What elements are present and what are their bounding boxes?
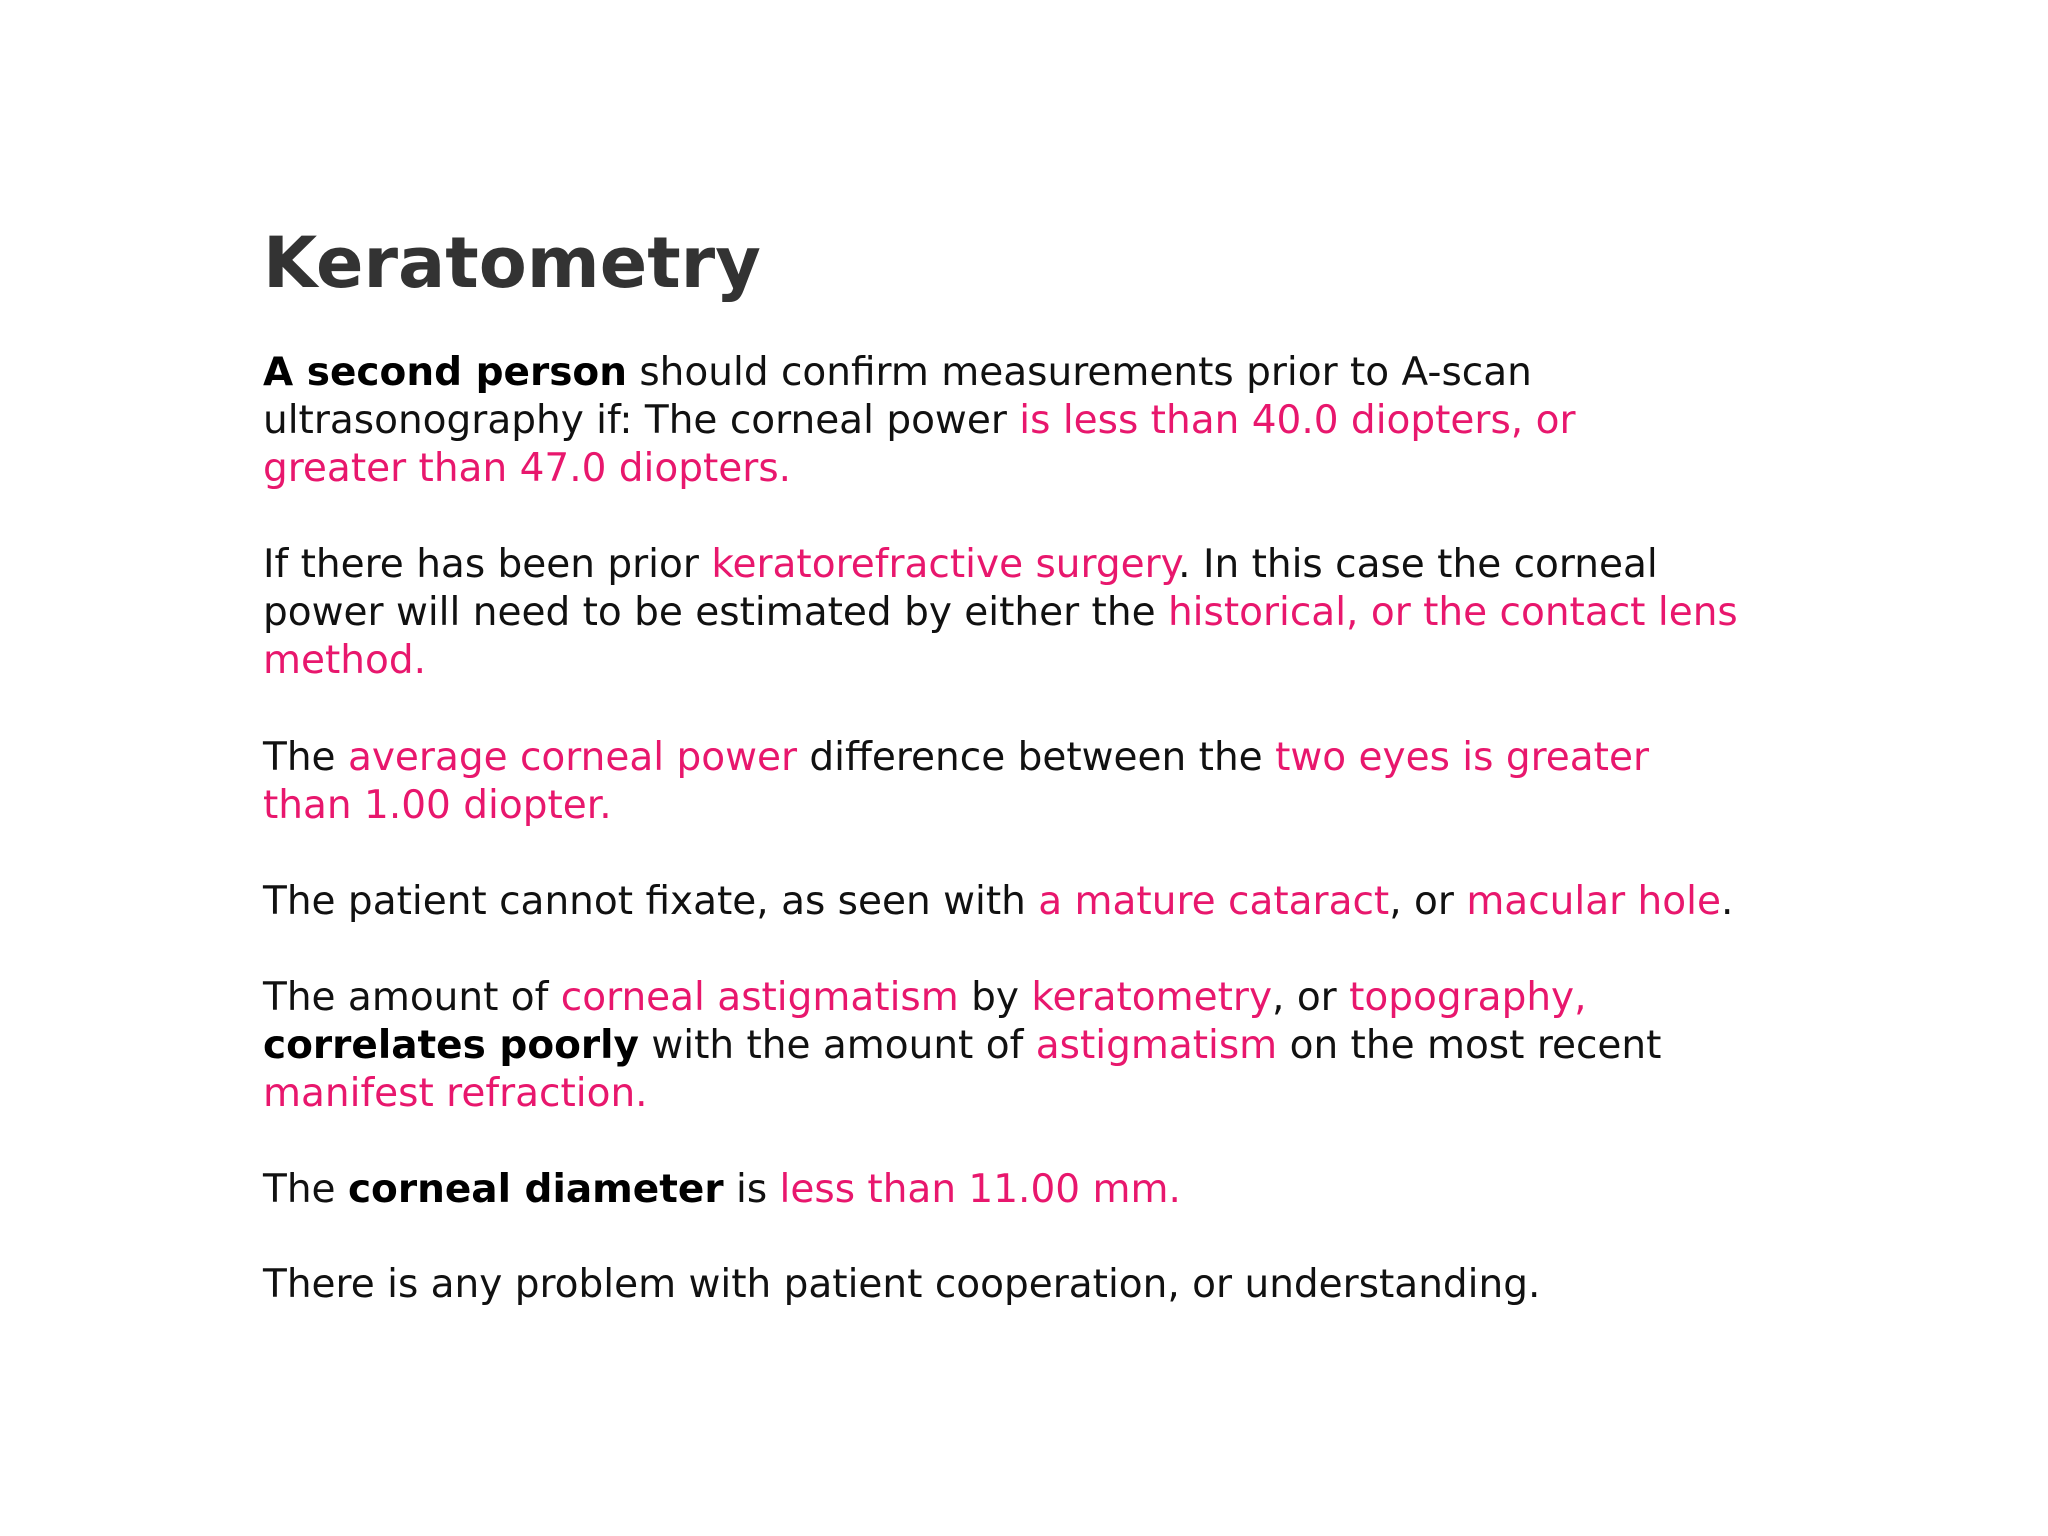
text-highlight: historical, or the contact lens [1167, 590, 1738, 635]
text-plain: is [723, 1167, 780, 1212]
text-line [263, 445, 1575, 493]
text-plain: ultrasonography if: The corneal power [263, 398, 1020, 443]
paragraph-corneal-astigmatism [263, 974, 1661, 1118]
slide-title: Keratometry [263, 222, 761, 304]
text-line [263, 589, 1738, 637]
text-highlight: method. [263, 638, 427, 683]
text-plain: power will need to be estimated by either the [263, 590, 1168, 635]
text-highlight: keratometry [1031, 975, 1273, 1020]
text-plain: , or [1272, 975, 1350, 1020]
text-plain: The [263, 735, 348, 780]
text-bold: correlates poorly [263, 1023, 639, 1068]
text-plain: The [263, 1167, 348, 1212]
paragraph-cannot-fixate [263, 878, 1733, 926]
text-plain: with the amount of [638, 1023, 1036, 1068]
text-plain: , or [1389, 879, 1467, 924]
text-plain: should confirm measurements prior to A-scan [626, 350, 1532, 395]
text-line [263, 541, 1738, 589]
text-bold: A second person [263, 350, 627, 395]
text-highlight: less than 11.00 mm. [779, 1167, 1181, 1212]
text-highlight: keratorefractive surgery [711, 542, 1179, 587]
text-highlight: is less than 40.0 diopters, or [1019, 398, 1576, 443]
text-line [263, 1070, 1661, 1118]
text-highlight: a mature cataract [1038, 879, 1390, 924]
text-plain: difference between the [797, 735, 1276, 780]
text-plain: The patient cannot fixate, as seen with [263, 879, 1039, 924]
text-line [263, 1261, 1540, 1309]
text-plain: There is any problem with patient cooperation, or understanding. [263, 1262, 1541, 1307]
text-highlight: astigmatism [1035, 1023, 1278, 1068]
text-plain: . [1720, 879, 1734, 924]
text-plain: on the most recent [1277, 1023, 1662, 1068]
paragraph-patient-cooperation [263, 1261, 1540, 1309]
text-line [263, 974, 1661, 1022]
text-line [263, 349, 1575, 397]
text-line [263, 782, 1649, 830]
paragraph-second-person [263, 349, 1575, 493]
text-highlight: macular hole [1466, 879, 1721, 924]
text-highlight: two eyes is greater [1275, 735, 1649, 780]
text-line [263, 637, 1738, 685]
text-highlight: greater than 47.0 diopters. [263, 446, 792, 491]
text-line [263, 734, 1649, 782]
text-bold: corneal diameter [347, 1167, 724, 1212]
text-plain: . In this case the corneal [1178, 542, 1658, 587]
text-plain: The amount of [263, 975, 561, 1020]
text-highlight: corneal astigmatism [560, 975, 959, 1020]
text-plain: If there has been prior [263, 542, 712, 587]
text-plain: by [958, 975, 1032, 1020]
text-line [263, 1022, 1661, 1070]
text-line [263, 1166, 1181, 1214]
text-highlight: average corneal power [347, 735, 798, 780]
text-line [263, 878, 1733, 926]
text-highlight: manifest refraction. [263, 1071, 648, 1116]
text-highlight: than 1.00 diopter. [263, 783, 612, 828]
paragraph-corneal-diameter [263, 1166, 1181, 1214]
paragraph-average-corneal-power [263, 734, 1649, 830]
text-line [263, 397, 1575, 445]
text-highlight: topography, [1349, 975, 1587, 1020]
paragraph-keratorefractive-surgery [263, 541, 1738, 685]
